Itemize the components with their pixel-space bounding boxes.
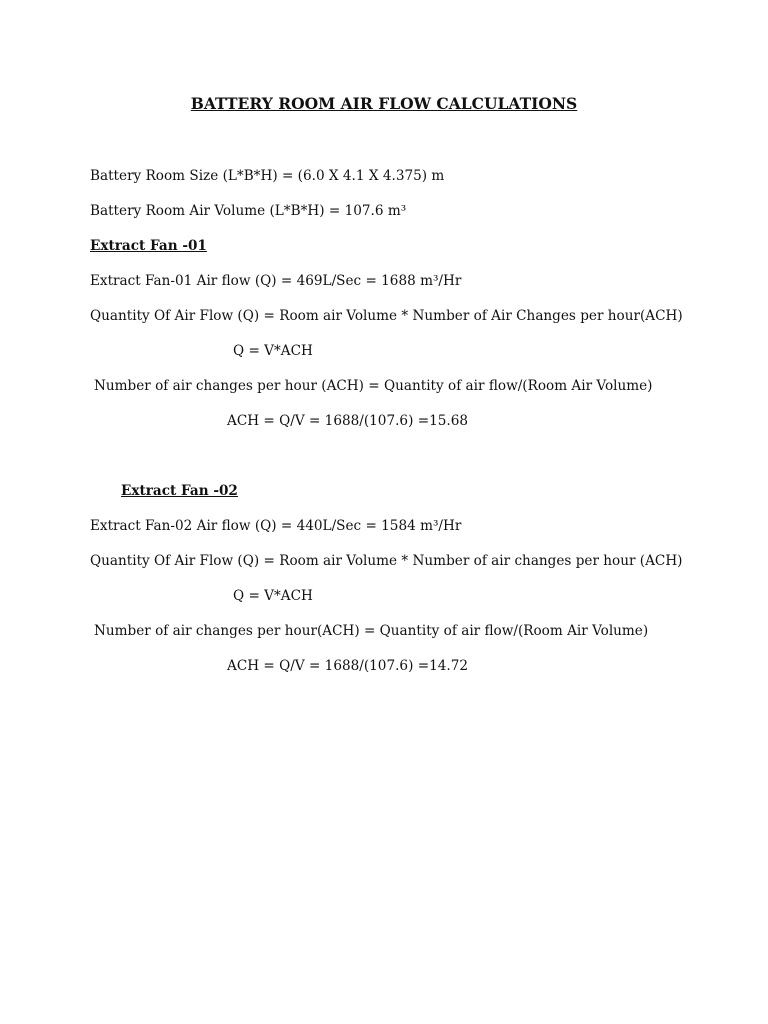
room-size-line: Battery Room Size (L*B*H) = (6.0 X 4.1 X 4.375) m xyxy=(90,168,445,184)
fan2-airflow-line: Extract Fan-02 Air flow (Q) = 440L/Sec = 1584 m³/Hr xyxy=(90,518,462,534)
fan1-airflow-line: Extract Fan-01 Air flow (Q) = 469L/Sec = 1688 m³/Hr xyxy=(90,273,462,289)
fan2-ach-result: ACH = Q/V = 1688/(107.6) =14.72 xyxy=(227,658,469,674)
fan2-heading: Extract Fan -02 xyxy=(121,483,238,499)
document-title-text: BATTERY ROOM AIR FLOW CALCULATIONS xyxy=(190,94,578,113)
fan1-ach-result: ACH = Q/V = 1688/(107.6) =15.68 xyxy=(227,413,469,429)
fan1-q-equation: Q = V*ACH xyxy=(233,343,313,359)
fan1-ach-formula: Number of air changes per hour (ACH) = Quantity of air flow/(Room Air Volume) xyxy=(94,378,653,394)
fan1-heading: Extract Fan -01 xyxy=(90,238,207,254)
fan1-quantity-formula: Quantity Of Air Flow (Q) = Room air Volume * Number of Air Changes per hour(ACH) xyxy=(90,308,683,324)
room-volume-line: Battery Room Air Volume (L*B*H) = 107.6 m³ xyxy=(90,203,407,219)
fan2-q-equation: Q = V*ACH xyxy=(233,588,313,604)
fan2-ach-formula: Number of air changes per hour(ACH) = Quantity of air flow/(Room Air Volume) xyxy=(94,623,649,639)
document-title xyxy=(0,94,768,114)
fan2-quantity-formula: Quantity Of Air Flow (Q) = Room air Volume * Number of air changes per hour (ACH) xyxy=(90,553,683,569)
